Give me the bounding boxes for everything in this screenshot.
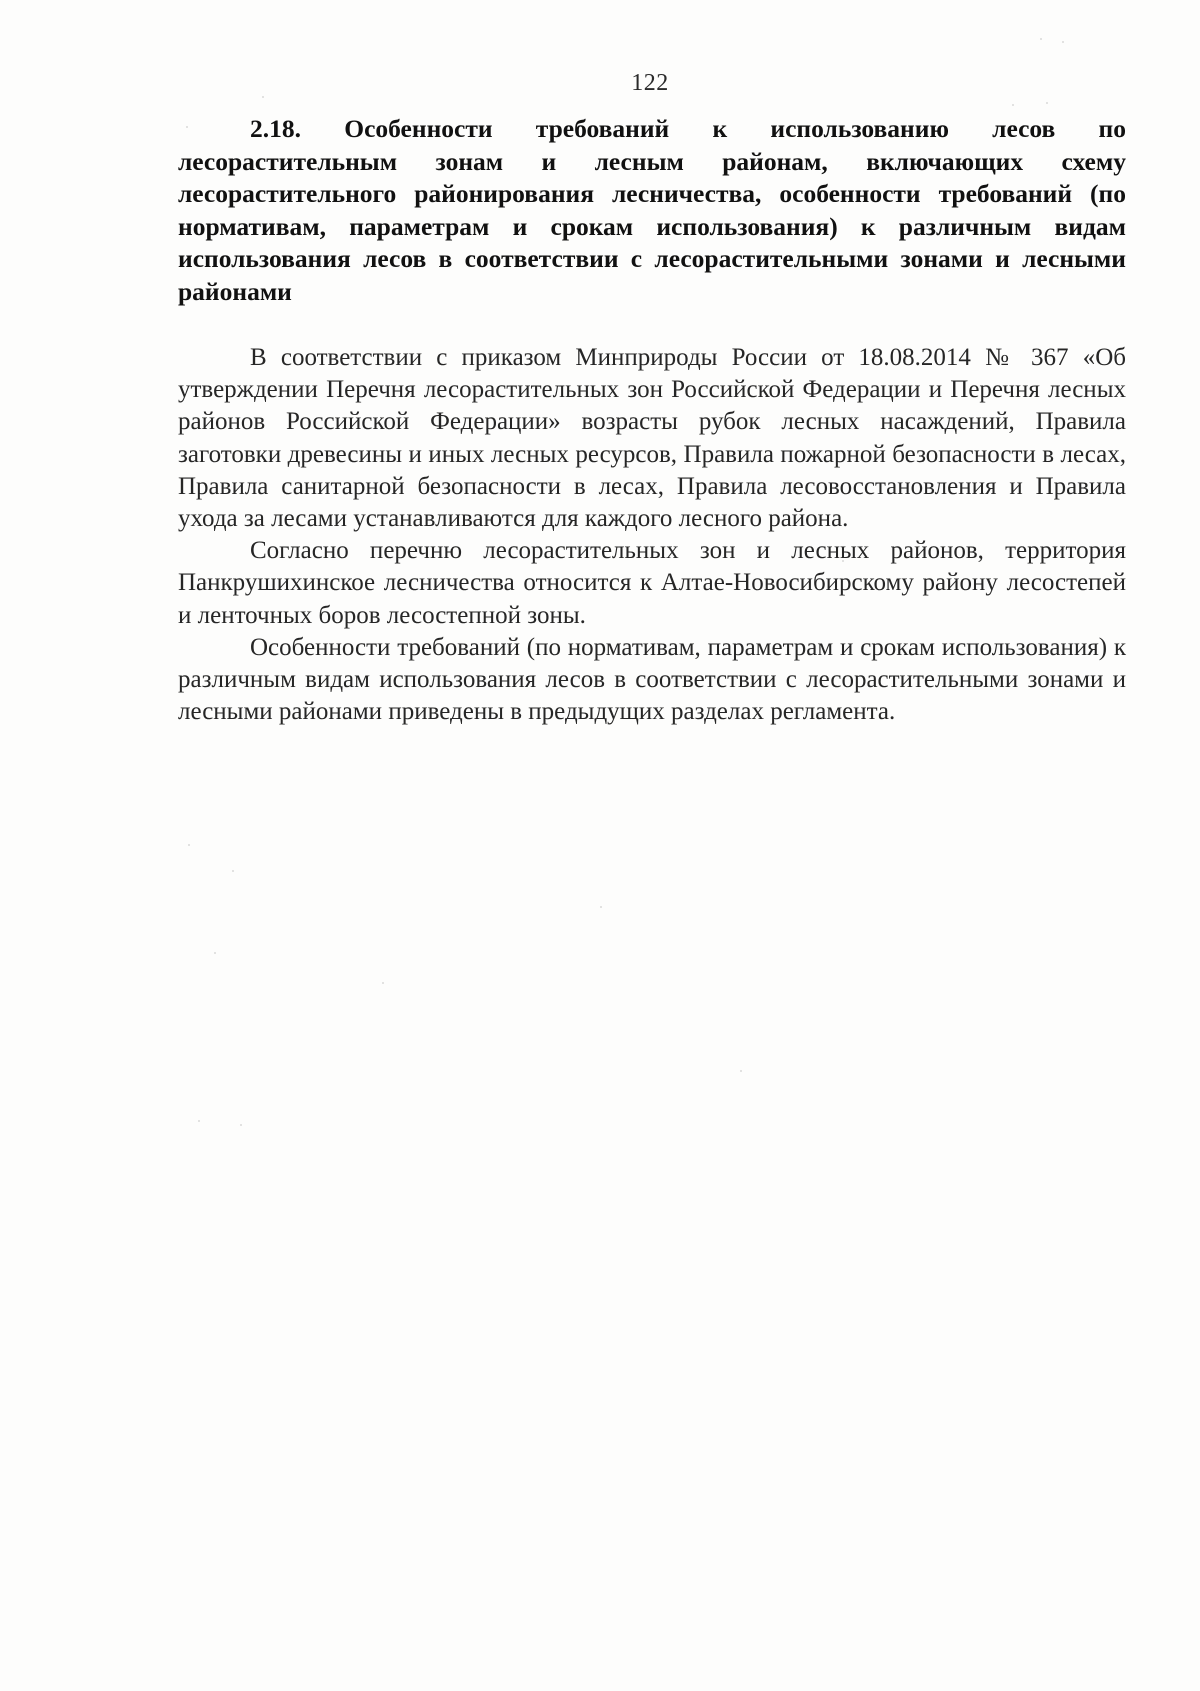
paragraph: Согласно перечню лесорастительных зон и лесных районов, территория Панкрушихинское лесничества относится к Алтае-Новосибирскому району лесостепей и ленточных боров лесостепной зоны. xyxy=(178,537,1126,629)
scan-speck xyxy=(198,1120,200,1122)
paragraph: В соответствии с приказом Минприроды России от 18.08.2014 № 367 «Об утверждении Перечня лесорастительных зон Российской Федерации и Перечня лесных районов Российской Федерации» возрасты рубок лесных насаждений, Правила заготовки древесины и иных лесных ресурсов, Правила пожарной безопасности в лесах, Правила санитарной безопасности в лесах, Правила лесовосстановления и Правила ухода за лесами устанавливаются для каждого лесного района. xyxy=(178,344,1126,533)
page-number: 122 xyxy=(631,70,669,96)
scan-speck xyxy=(1046,102,1048,104)
document-body xyxy=(178,113,1126,728)
scan-speck xyxy=(1040,38,1042,40)
scan-speck xyxy=(232,870,234,872)
scan-speck xyxy=(740,1070,742,1072)
section-heading: 2.18. Особенности требований к использованию лесов по лесорастительным зонам и лесным районам, включающих схему лесорастительного районирования лесничества, особенности требований (по нормативам, параметрам и срокам использования) к различным видам использования лесов в соответствии с лесорастительными зонами и лесными районами xyxy=(178,114,1126,306)
scan-speck xyxy=(382,982,384,984)
scan-speck xyxy=(188,844,190,846)
paragraph: Особенности требований (по нормативам, параметрам и срокам использования) к различным видам использования лесов в соответствии с лесорастительными зонами и лесными районами приведены в предыдущих разделах регламента. xyxy=(178,633,1126,726)
scan-speck xyxy=(240,1124,242,1126)
paragraph-list xyxy=(178,342,1126,728)
scan-speck xyxy=(214,952,216,954)
scan-speck xyxy=(1012,104,1014,106)
scan-speck xyxy=(600,906,602,908)
scan-speck xyxy=(1062,41,1064,43)
